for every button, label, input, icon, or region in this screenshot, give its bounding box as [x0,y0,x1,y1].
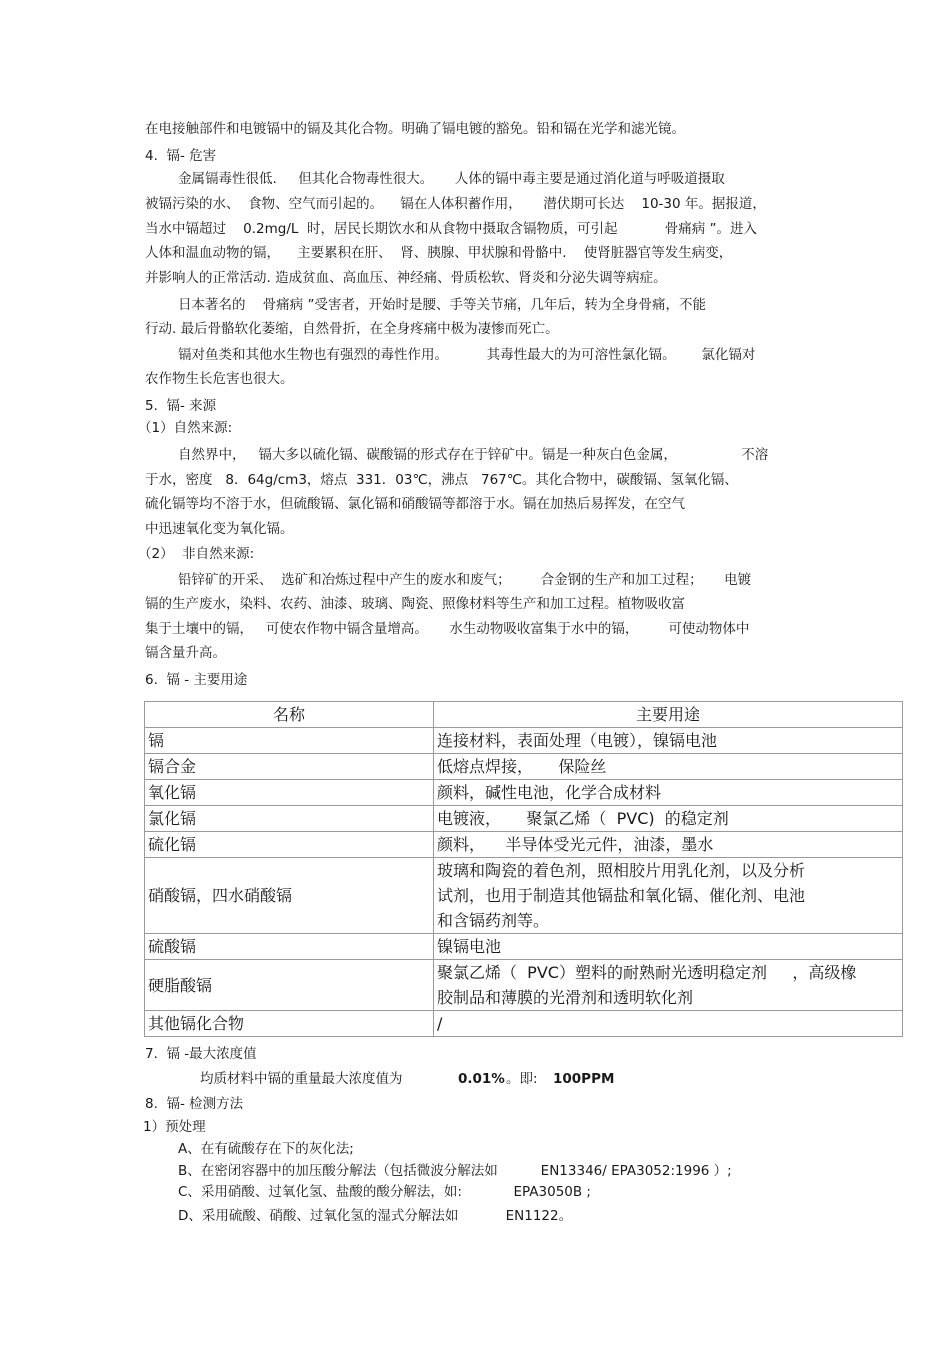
paragraph-line: 铅锌矿的开采、 选矿和冶炼过程中产生的废水和废气； 合金钢的生产和加工过程； 电镀 [178,572,752,588]
table-row [145,960,903,1011]
table-cell-use: 颜料，碱性电池，化学合成材料 [434,780,903,806]
table-row [145,934,903,960]
max-concentration-ppm: 100PPM [553,1071,615,1087]
paragraph-line: 日本著名的 骨痛病 ”受害者，开始时是腰、手等关节痛，几年后，转为全身骨痛，不能 [178,297,706,313]
max-concentration-label: 均质材料中镉的重量最大浓度值为 [200,1071,403,1087]
table-cell-use: 颜料， 半导体受光元件，油漆，墨水 [434,832,903,858]
table-header-use: 主要用途 [434,702,903,728]
paragraph-line: 硫化镉等均不溶于水，但硫酸镉、氯化镉和硝酸镉等都溶于水。镉在加热后易挥发，在空气 [145,496,685,512]
table-cell-name: 其他镉化合物 [145,1011,434,1037]
table-header-row [145,702,903,728]
table-cell-name: 硝酸镉，四水硝酸镉 [145,858,434,934]
table-cell-use: 连接材料，表面处理（电镀），镍镉电池 [434,728,903,754]
table-cell-use: / [434,1011,903,1037]
paragraph-line: 金属镉毒性很低. 但其化合物毒性很大。 人体的镉中毒主要是通过消化道与呼吸道摄取 [178,171,725,187]
intro-line: 在电接触部件和电镀镉中的镉及其化合物。明确了镉电镀的豁免。铅和镉在光学和滤光镜。 [145,121,685,137]
table-cell-name: 镉 [145,728,434,754]
method-item: A、在有硫酸存在下的灰化法; [178,1141,354,1157]
table-cell-name: 镉合金 [145,754,434,780]
subsection-non-natural: （2） 非自然来源: [138,546,255,562]
uses-table [144,701,903,1037]
paragraph-line: 被镉污染的水、 食物、空气而引起的。 镉在人体积蓄作用， 潜伏期可长达 10-30 年。据报道， [145,196,766,212]
subsection-natural: （1）自然来源: [138,420,233,436]
paragraph-line: 中迅速氧化变为氧化镉。 [145,521,294,537]
paragraph-line: 镉含量升高。 [145,645,226,661]
pretreatment-heading: 1）预处理 [143,1119,206,1135]
table-cell-use: 聚氯乙烯（ PVC）塑料的耐熟耐光透明稳定剂 ，高级橡 胶制品和薄膜的光滑剂和透明软化剂 [434,960,903,1011]
table-cell-use: 电镀液， 聚氯乙烯（ PVC) 的稳定剂 [434,806,903,832]
table-cell-name: 硫酸镉 [145,934,434,960]
paragraph-line: 并影响人的正常活动. 造成贫血、高血压、神经痛、骨质松软、肾炎和分泌失调等病症。 [145,270,667,286]
max-concentration-percent: 0.01% [458,1071,505,1087]
table-row [145,754,903,780]
section-4-heading: 4. 镉- 危害 [145,148,217,164]
paragraph-line: 镉对鱼类和其他水生物也有强烈的毒性作用。 其毒性最大的为可溶性氯化镉。 氯化镉对 [178,347,756,363]
table-row [145,780,903,806]
paragraph-line: 于水，密度 8．64g/cm3，熔点 331．03℃，沸点 767℃。其化合物中，碳酸镉、氢氧化镉、 [145,472,738,488]
paragraph-line: 集于土壤中的镉， 可使农作物中镉含量增高。 水生动物吸收富集于水中的镉， 可使动物体中 [145,621,750,637]
method-item: D、采用硫酸、硝酸、过氧化氢的湿式分解法如 EN1122。 [178,1208,573,1224]
method-item: B、在密闭容器中的加压酸分解法（包括微波分解法如 EN13346/ EPA3052:1996 ）; [178,1163,732,1179]
max-concentration-connector: 。即: [506,1071,538,1087]
table-cell-name: 硫化镉 [145,832,434,858]
table-cell-use: 玻璃和陶瓷的着色剂，照相胶片用乳化剂，以及分析 试剂，也用于制造其他镉盐和氧化镉、催化剂、电池 和含镉药剂等。 [434,858,903,934]
table-cell-use: 镍镉电池 [434,934,903,960]
paragraph-line: 自然界中， 镉大多以硫化镉、碳酸镉的形式存在于锌矿中。镉是一种灰白色金属， 不溶 [178,447,769,463]
paragraph-line: 人体和温血动物的镉， 主要累积在肝、 肾、胰腺、甲状腺和骨骼中. 使肾脏器官等发生病变， [145,245,733,261]
method-item: C、采用硝酸、过氧化氢、盐酸的酸分解法，如: EPA3050B ; [178,1184,591,1200]
section-6-heading: 6. 镉 - 主要用途 [145,672,248,688]
paragraph-line: 当水中镉超过 0.2mg/L 时，居民长期饮水和从食物中摄取含镉物质，可引起 骨痛病 ”。进入 [145,221,757,237]
table-row [145,1011,903,1037]
table-row [145,858,903,934]
table-cell-name: 氧化镉 [145,780,434,806]
table-cell-use: 低熔点焊接， 保险丝 [434,754,903,780]
section-8-heading: 8. 镉- 检测方法 [145,1096,244,1112]
table-header-name: 名称 [145,702,434,728]
table-cell-name: 硬脂酸镉 [145,960,434,1011]
section-7-heading: 7. 镉 -最大浓度值 [145,1046,257,1062]
paragraph-line: 镉的生产废水，染料、农药、油漆、玻璃、陶瓷、照像材料等生产和加工过程。植物吸收富 [145,596,685,612]
table-row [145,806,903,832]
paragraph-line: 农作物生长危害也很大。 [145,371,294,387]
table-cell-name: 氯化镉 [145,806,434,832]
section-5-heading: 5. 镉- 来源 [145,398,217,414]
paragraph-line: 行动. 最后骨骼软化萎缩，自然骨折，在全身疼痛中极为凄惨而死亡。 [145,321,559,337]
table-row [145,832,903,858]
table-row [145,728,903,754]
